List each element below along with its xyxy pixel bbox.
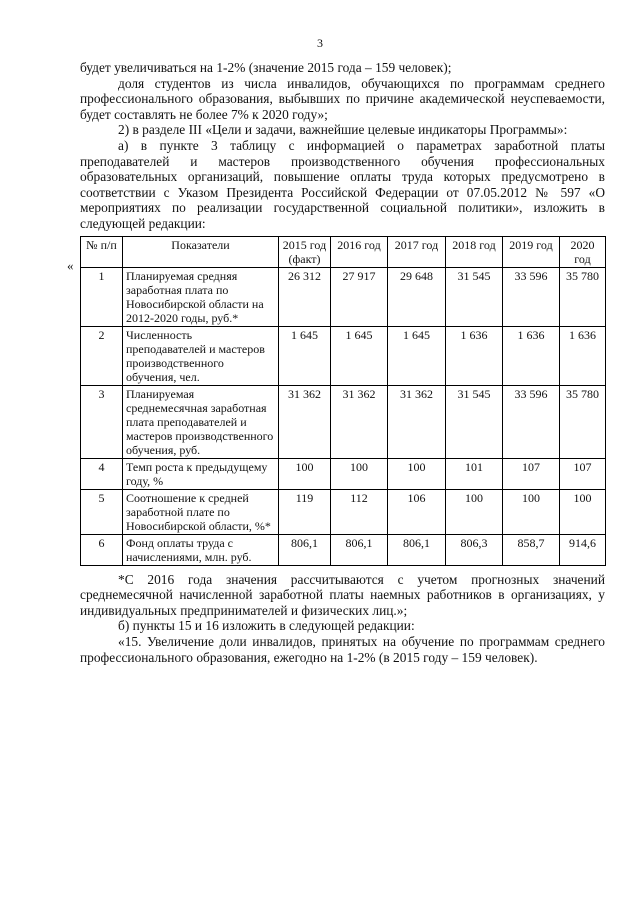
indicator-value: 27 917 <box>331 267 388 326</box>
indicator-value: 100 <box>331 458 388 489</box>
row-number: 1 <box>81 267 123 326</box>
table-row <box>81 458 606 489</box>
indicator-value: 112 <box>331 489 388 534</box>
salary-table-wrapper <box>67 236 605 566</box>
indicator-value: 1 645 <box>331 326 388 385</box>
indicator-value: 107 <box>560 458 606 489</box>
paragraph: *С 2016 года значения рассчитываются с учетом прогнозных значений среднемесячной начисленной заработной платы наемных работников в организациях, у индивидуальных предпринимателей и физических лиц.»; <box>80 571 605 618</box>
indicator-value: 119 <box>279 489 331 534</box>
indicator-value: 1 636 <box>503 326 560 385</box>
indicator-value: 1 636 <box>560 326 606 385</box>
indicator-name: Планируемая среднемесячная заработная плата преподавателей и мастеров производственного обучения, руб. <box>123 385 279 458</box>
indicator-value: 33 596 <box>503 267 560 326</box>
indicator-value: 101 <box>446 458 503 489</box>
indicator-value: 1 645 <box>388 326 446 385</box>
indicator-value: 35 780 <box>560 385 606 458</box>
indicator-value: 29 648 <box>388 267 446 326</box>
table-row <box>81 489 606 534</box>
indicator-value: 31 545 <box>446 267 503 326</box>
paragraph: «15. Увеличение доли инвалидов, принятых на обучение по программам среднего профессионального образования, ежегодно на 1-2% (в 2015 году – 159 человек). <box>80 633 605 665</box>
table-row <box>81 267 606 326</box>
indicator-value: 1 636 <box>446 326 503 385</box>
indicator-value: 1 645 <box>279 326 331 385</box>
opening-quote: « <box>67 257 74 273</box>
indicator-name: Соотношение к средней заработной плате по Новосибирской области, %* <box>123 489 279 534</box>
indicator-value: 26 312 <box>279 267 331 326</box>
indicator-value: 31 545 <box>446 385 503 458</box>
paragraph: 2) в разделе III «Цели и задачи, важнейшие целевые индикаторы Программы»: <box>118 122 568 138</box>
indicator-value: 100 <box>560 489 606 534</box>
indicator-name: Планируемая средняя заработная плата по Новосибирской области на 2012-2020 годы, руб.* <box>123 267 279 326</box>
paragraph: доля студентов из числа инвалидов, обучающихся по программам среднего профессионального образования, выбывших по причине академической неуспеваемости, будет составлять не более 7% к 2020 году»; <box>80 75 605 122</box>
indicator-value: 100 <box>503 489 560 534</box>
column-header: 2018 год <box>446 236 503 267</box>
indicator-value: 100 <box>446 489 503 534</box>
indicator-value: 35 780 <box>560 267 606 326</box>
indicator-value: 33 596 <box>503 385 560 458</box>
document-body <box>67 60 605 665</box>
indicator-value: 107 <box>503 458 560 489</box>
paragraphs-after <box>80 572 605 666</box>
column-header: 2019 год <box>503 236 560 267</box>
column-header: 2015 год (факт) <box>279 236 331 267</box>
indicator-name: Фонд оплаты труда с начислениями, млн. руб. <box>123 534 279 565</box>
table-row <box>81 326 606 385</box>
row-number: 2 <box>81 326 123 385</box>
column-header: 2016 год <box>331 236 388 267</box>
salary-parameters-table <box>80 236 606 566</box>
paragraph: будет увеличиваться на 1-2% (значение 2015 года – 159 человек); <box>80 60 452 75</box>
row-number: 4 <box>81 458 123 489</box>
indicator-value: 914,6 <box>560 534 606 565</box>
indicator-value: 100 <box>279 458 331 489</box>
table-body <box>81 267 606 565</box>
paragraphs-before <box>80 60 605 232</box>
page-number: 3 <box>317 36 323 50</box>
paragraph: а) в пункте 3 таблицу с информацией о параметрах заработной платы преподавателей и мастеров производственного обучения профессиональных образовательных организаций, повышение оплаты труда которых предусмотрено в соответствии с Указом Президента Российской Федерации от 07.05.2012 № 597 «О мероприятиях по реализации государственной социальной политики», изложить в следующей редакции: <box>80 137 605 231</box>
indicator-value: 106 <box>388 489 446 534</box>
indicator-value: 806,1 <box>279 534 331 565</box>
indicator-value: 31 362 <box>388 385 446 458</box>
paragraph: б) пункты 15 и 16 изложить в следующей редакции: <box>118 618 415 634</box>
table-row <box>81 534 606 565</box>
column-header: № п/п <box>81 236 123 267</box>
column-header: 2017 год <box>388 236 446 267</box>
column-header: Показатели <box>123 236 279 267</box>
table-row <box>81 385 606 458</box>
indicator-value: 806,1 <box>331 534 388 565</box>
indicator-name: Численность преподавателей и мастеров производственного обучения, чел. <box>123 326 279 385</box>
indicator-value: 858,7 <box>503 534 560 565</box>
indicator-value: 31 362 <box>279 385 331 458</box>
row-number: 3 <box>81 385 123 458</box>
row-number: 6 <box>81 534 123 565</box>
indicator-name: Темп роста к предыдущему году, % <box>123 458 279 489</box>
row-number: 5 <box>81 489 123 534</box>
table-header-row <box>81 236 606 267</box>
indicator-value: 31 362 <box>331 385 388 458</box>
column-header: 2020 год <box>560 236 606 267</box>
indicator-value: 806,3 <box>446 534 503 565</box>
indicator-value: 100 <box>388 458 446 489</box>
indicator-value: 806,1 <box>388 534 446 565</box>
